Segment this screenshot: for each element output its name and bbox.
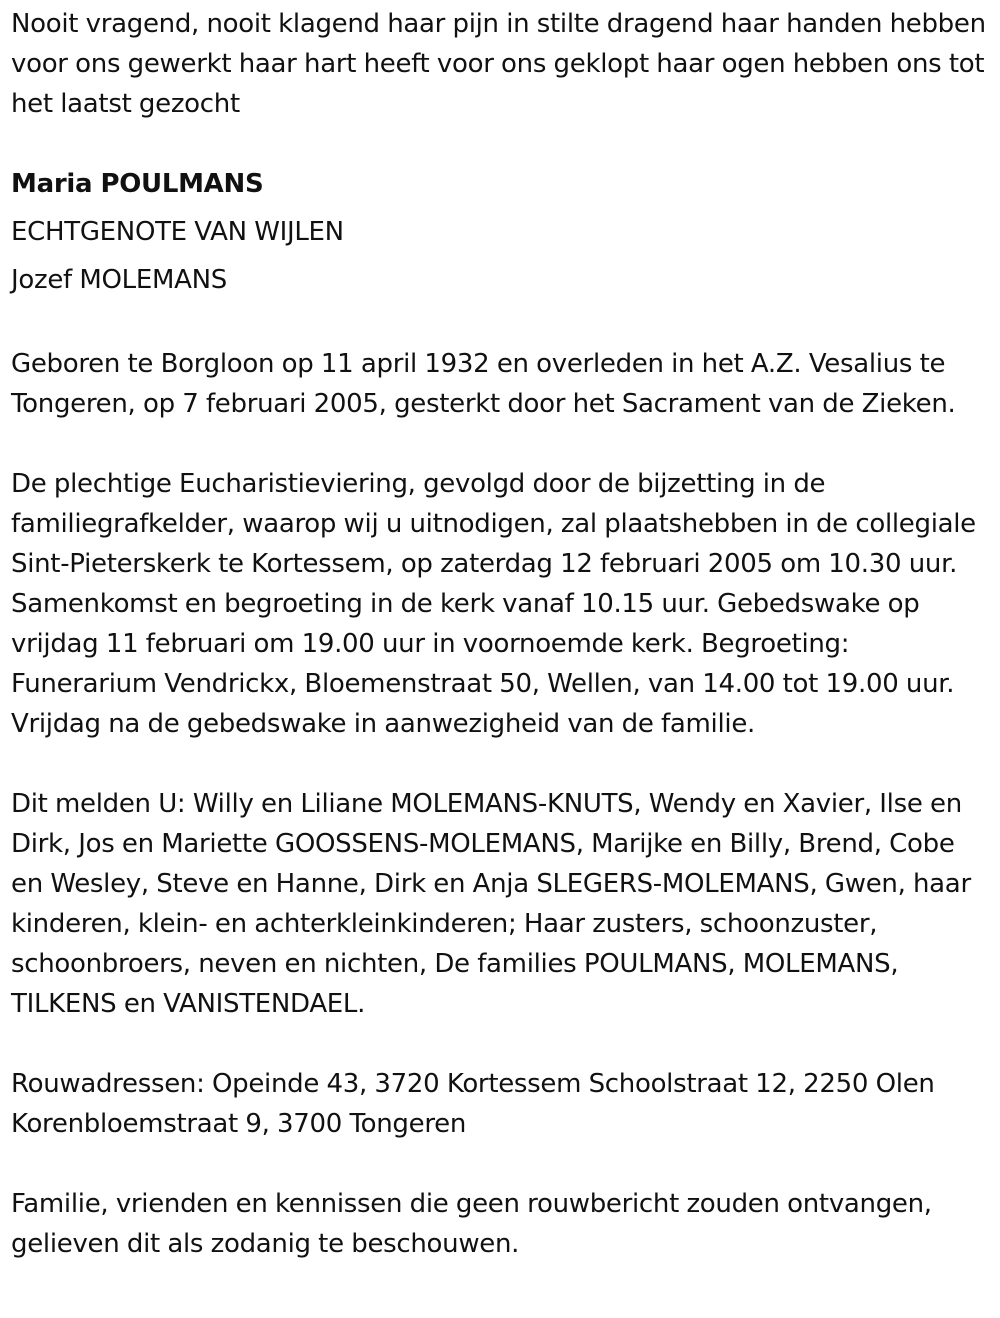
ceremony-paragraph: De plechtige Eucharistieviering, gevolgd door de bijzetting in de familiegrafkelder, waarop wij u uitnodigen, zal plaatshebben in de collegiale Sint-Pieterskerk te Kortessem, op zaterdag 12 februari 2005 om 10.30 uur. Samenkomst en begroeting in de kerk vanaf 10.15 uur. Gebedswake op vrijdag 11 februari om 19.00 uur in voornoemde kerk. Begroeting: Funerarium Vendrickx, Bloemenstraat 50, Wellen, van 14.00 tot 19.00 uur. Vrijdag na de gebedswake in aanwezigheid van de familie. — [11, 469, 976, 739]
obituary-document — [11, 4, 986, 1264]
relation-line: ECHTGENOTE VAN WIJLEN — [11, 217, 344, 247]
closing-paragraph: Familie, vrienden en kennissen die geen rouwbericht zouden ontvangen, gelieven dit als zodanig te beschouwen. — [11, 1189, 932, 1259]
addresses-paragraph: Rouwadressen: Opeinde 43, 3720 Kortessem Schoolstraat 12, 2250 Olen Korenbloemstraat 9, 3700 Tongeren — [11, 1069, 935, 1139]
spacer — [11, 304, 986, 344]
birth-death-paragraph: Geboren te Borgloon op 11 april 1932 en overleden in het A.Z. Vesalius te Tongeren, op 7 februari 2005, gesterkt door het Sacrament van de Zieken. — [11, 349, 956, 419]
spacer — [11, 1024, 986, 1064]
spouse-name: Jozef MOLEMANS — [11, 265, 227, 295]
spacer — [11, 744, 986, 784]
deceased-name: Maria POULMANS — [11, 169, 264, 199]
announcement-paragraph: Dit melden U: Willy en Liliane MOLEMANS-KNUTS, Wendy en Xavier, Ilse en Dirk, Jos en Mariette GOOSSENS-MOLEMANS, Marijke en Billy, Brend, Cobe en Wesley, Steve en Hanne, Dirk en Anja SLEGERS-MOLEMANS, Gwen, haar kinderen, klein- en achterkleinkinderen; Haar zusters, schoonzuster, schoonbroers, neven en nichten, De families POULMANS, MOLEMANS, TILKENS en VANISTENDAEL. — [11, 789, 971, 1019]
poem-paragraph: Nooit vragend, nooit klagend haar pijn in stilte dragend haar handen hebben voor ons gewerkt haar hart heeft voor ons geklopt haar ogen hebben ons tot het laatst gezocht — [11, 9, 986, 119]
spacer — [11, 424, 986, 464]
spacer — [11, 124, 986, 164]
spacer — [11, 1144, 986, 1184]
